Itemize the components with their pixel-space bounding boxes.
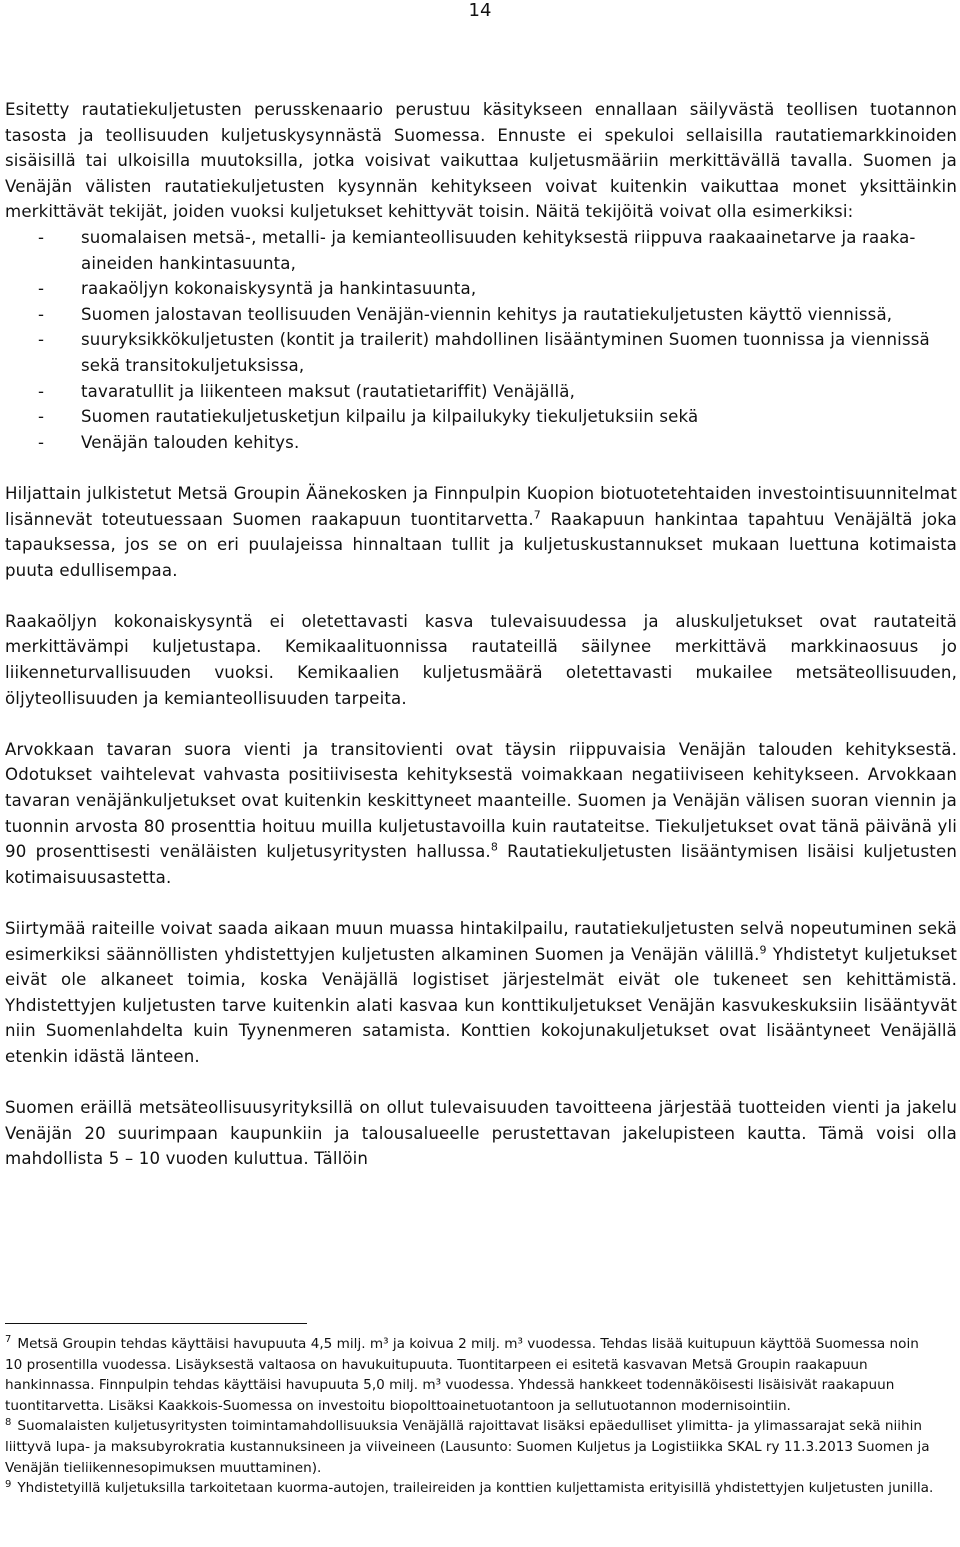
document-body: [5, 97, 957, 1198]
list-item: [5, 404, 957, 430]
footnote: [5, 1416, 935, 1478]
footnote: [5, 1334, 935, 1416]
paragraph-text: Yhdistetyt kuljetukset eivät ole alkaneet toimia, koska Venäjällä logistiset järjestelmät eivät ole tukeneet sen kehittämistä. Yhdistettyjen kuljetusten tarve kuitenkin alati kasvaa kun konttikuljetukset Venäjän kasvukeskuksiin lisääntyvät niin Suomenlahdelta kuin Tyynenmeren satamista. Konttien kokojunakuljetukset ovat lisääntyneet Venäjällä etenkin idästä länteen.: [5, 944, 957, 1066]
paragraph-text: Arvokkaan tavaran suora vienti ja transitovienti ovat täysin riippuvaisia Venäjän talouden kehityksestä. Odotukset vaihtelevat vahvasta positiivisesta kehityksestä voimakkaan negatiiviseen kehitykseen. Arvokkaan tavaran venäjänkuljetukset ovat kuitenkin keskittyneet maanteille. Suomen ja Venäjän välisen suoran viennin ja tuonnin arvosta 80 prosenttia hoituu muilla kuljetustavoilla kuin rautateitse. Tiekuljetukset ovat tänä päivänä yli 90 prosenttisesti venäläisten kuljetusyritysten hallussa.: [5, 739, 957, 862]
page-number: 14: [468, 0, 492, 21]
list-item-text: suomalaisen metsä-, metalli- ja kemianteollisuuden kehityksestä riippuva raakaainetarve ja raaka-aineiden hankintasuunta,: [81, 227, 916, 273]
paragraph-text: Hiljattain julkistetut Metsä Groupin Äänekosken ja Finnpulpin Kuopion biotuotetehtaiden investointisuunnitelmat lisännevät toteutuessaan Suomen raakapuun tuontitarvetta.: [5, 483, 957, 529]
footnote-divider: [5, 1323, 307, 1324]
paragraph-text: Siirtymää raiteille voivat saada aikaan muun muassa hintakilpailu, rautatiekuljetusten selvä nopeutuminen sekä esimerkiksi säännöllisten yhdistettyjen kuljetusten alkaminen Suomen ja Venäjän välillä.: [5, 919, 957, 964]
paragraph-crude-oil: Raakaöljyn kokonaiskysyntä ei oletettavasti kasva tulevaisuudessa ja aluskuljetukset ovat rautateitä merkittävämpi kuljetustapa. Kemikaalituonnissa rautateillä säilynee merkittävä markkinaosuus jo liikenneturvallisuuden vuoksi. Kemikaalien kuljetusmäärä oletettavasti mukailee metsäteollisuuden, öljyteollisuuden ja kemianteollisuuden tarpeita.: [5, 611, 957, 708]
list-item-text: tavaratullit ja liikenteen maksut (rautatietariffit) Venäjällä,: [81, 381, 576, 401]
list-item: [5, 430, 957, 456]
paragraph-text: Raakapuun hankintaa tapahtuu Venäjältä joka tapauksessa, jos se on eri puulajeissa hinnaltaan tullit ja kuljetuskustannukset mukaan luettuna kotimaista puuta edullisempaa.: [5, 509, 957, 580]
footnotes: [5, 1334, 935, 1499]
paragraph-forest-industry: Suomen eräillä metsäteollisuusyrityksillä on ollut tulevaisuuden tavoitteena järjestää tuotteiden vienti ja jakelu Venäjän 20 suurimpaan kaupunkiin ja talousalueelle perustettavan jakelupisteen kautta. Tämä voisi olla mahdollista 5 – 10 vuoden kuluttua. Tällöin: [5, 1098, 957, 1169]
list-dash: -: [38, 330, 45, 350]
list-dash: -: [38, 432, 45, 452]
list-item: [5, 225, 957, 276]
footnote-text: Yhdistetyillä kuljetuksilla tarkoitetaan kuorma-autojen, traileireiden ja konttien kuljettamista erityisillä yhdistettyjen kuljetusten junilla.: [17, 1480, 934, 1497]
paragraph-raw-wood: [5, 481, 957, 583]
paragraph-scenario-intro: Esitetty rautatiekuljetusten perusskenaario perustuu käsitykseen ennallaan säilyvästä teollisen tuotannon tasosta ja teollisuuden kuljetuskysynnästä Suomessa. Ennuste ei spekuloi sellaisilla rautatiemarkkinoiden sisäisillä tai ulkoisilla muutoksilla, jotka voisivat vaikuttaa kuljetusmääriin merkittävällä tavalla. Suomen ja Venäjän välisten rautatiekuljetusten kysynnän kehitykseen voivat kuitenkin vaikuttaa monet yksittäinkin merkittävät tekijät, joiden vuoksi kuljetukset kehittyvät toisin. Näitä tekijöitä voivat olla esimerkiksi:: [5, 100, 957, 222]
footnote-text: Metsä Groupin tehdas käyttäisi havupuuta 4,5 milj. m³ ja koivua 2 milj. m³ vuodessa. Tehdas lisää kuitupuun käyttöä Suomessa noin 10 prosentilla vuodessa. Lisäyksestä valtaosa on havukuitupuuta. Tuontitarpeen ei esitetä kasvavan Metsä Groupin raakapuun hankinnassa. Finnpulpin tehdas käyttäisi havupuuta 5,0 milj. m³ vuodessa. Yhdessä hankkeet todennäköisesti lisäisivät raakapuun tuontitarvetta. Lisäksi Kaakkois-Suomessa on investoitu biopolttoainetuotantoon ja sellutuotannon modernisointiin.: [5, 1336, 919, 1414]
list-item: [5, 302, 957, 328]
footnote-ref[interactable]: 7: [533, 507, 541, 521]
list-item: [5, 327, 957, 378]
paragraph-shift-to-rail: [5, 916, 957, 1070]
list-item-text: Suomen jalostavan teollisuuden Venäjän-viennin kehitys ja rautatiekuljetusten käyttö viennissä,: [81, 304, 893, 324]
list-item-text: Suomen rautatiekuljetusketjun kilpailu ja kilpailukyky tiekuljetuksiin sekä: [81, 407, 699, 427]
list-item-text: Venäjän talouden kehitys.: [81, 432, 300, 452]
footnote-number: 7: [5, 1334, 12, 1346]
list-dash: -: [38, 279, 45, 299]
list-item-text: raakaöljyn kokonaiskysyntä ja hankintasuunta,: [81, 279, 477, 299]
list-item: [5, 276, 957, 302]
list-dash: -: [38, 407, 45, 427]
list-item-text: suuryksikkökuljetusten (kontit ja trailerit) mahdollinen lisääntyminen Suomen tuonnissa ja viennissä sekä transitokuljetuksissa,: [81, 330, 930, 375]
paragraph-text: Rautatiekuljetusten lisääntymisen lisäisi kuljetusten kotimaisuusastetta.: [5, 842, 957, 887]
list-dash: -: [38, 304, 45, 324]
paragraph-valuable-goods: [5, 737, 957, 891]
list-dash: -: [38, 381, 45, 401]
footnote-number: 9: [5, 1478, 12, 1490]
list-dash: -: [38, 227, 45, 247]
footnote-ref[interactable]: 8: [490, 840, 498, 854]
footnote-ref[interactable]: 9: [759, 943, 767, 957]
factor-list: [5, 225, 957, 455]
list-item: [5, 379, 957, 405]
footnote: [5, 1478, 935, 1499]
footnote-text: Suomalaisten kuljetusyritysten toimintamahdollisuuksia Venäjällä rajoittavat lisäksi epäedulliset ylimitta- ja ylimassarajat sekä niihin liittyvä lupa- ja maksubyrokratia kustannuksineen ja viiveineen (Lausunto: Suomen Kuljetus ja Logistiikka SKAL ry 11.3.2013 Suomen ja Venäjän tieliikennesopimuksen muuttaminen).: [5, 1418, 930, 1476]
footnote-number: 8: [5, 1416, 12, 1428]
